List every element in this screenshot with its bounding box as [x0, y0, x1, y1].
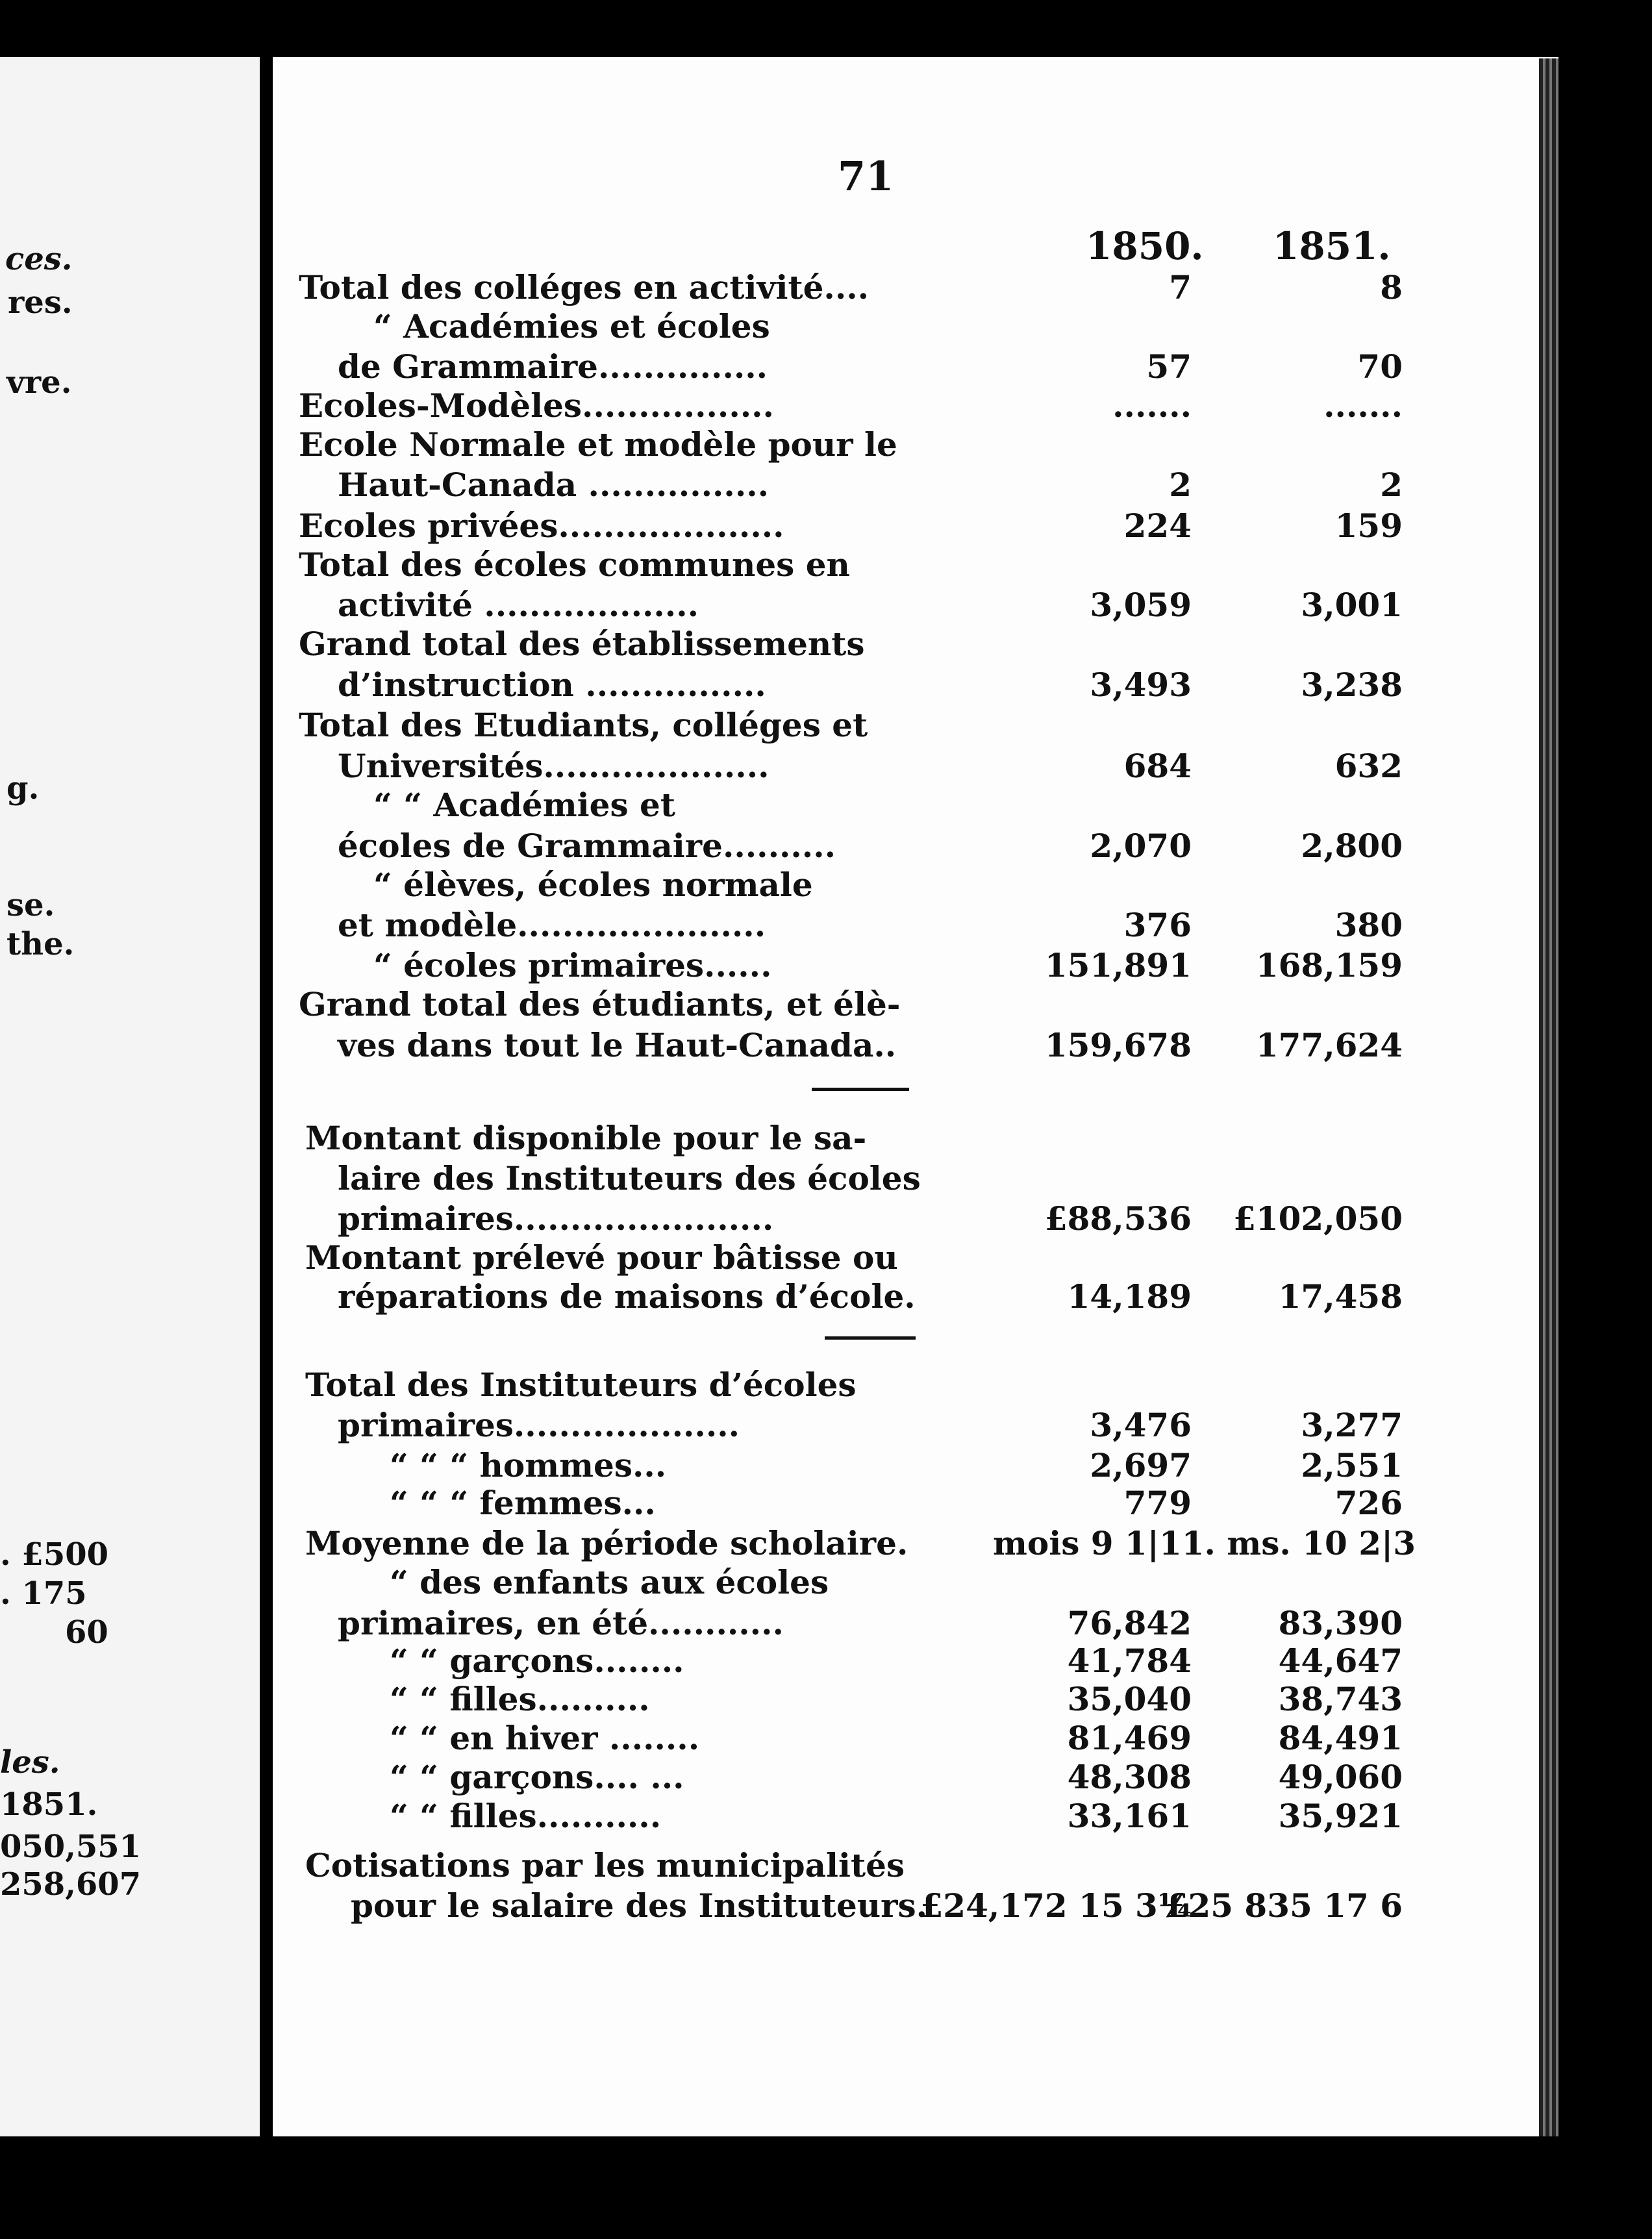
value-1851: 38,743	[1278, 1680, 1403, 1718]
section-divider	[812, 1088, 909, 1091]
row-label: Ecoles-Modèles.................	[299, 386, 774, 425]
row-label: “ “ Académies et	[373, 786, 675, 824]
value-1850: 2,070	[1090, 827, 1192, 865]
value-1850: £88,536	[1044, 1199, 1192, 1238]
value-1850: £24,172 15 3¼	[920, 1886, 1192, 1925]
row-label: Grand total des étudiants, et élè-	[299, 985, 901, 1023]
row-label: “ “ “ femmes...	[390, 1484, 656, 1522]
value-1851: 49,060	[1278, 1758, 1403, 1796]
value-1851: 2	[1380, 466, 1403, 504]
left-fragment: 60	[65, 1614, 108, 1651]
value-1850: 224	[1123, 507, 1192, 545]
value-1850: 2,697	[1090, 1446, 1192, 1484]
left-fragment: ces.	[5, 241, 73, 277]
row-label: primaires.......................	[338, 1199, 774, 1238]
value-1851: 3,001	[1301, 586, 1403, 624]
value-1851: 35,921	[1278, 1797, 1403, 1835]
value-1850: 7	[1169, 268, 1192, 306]
section-divider	[825, 1336, 916, 1340]
left-fragment: res.	[8, 284, 73, 321]
value-1850: 376	[1123, 906, 1192, 944]
year-header-1850: 1850.	[1086, 224, 1204, 268]
left-fragment: vre.	[6, 364, 72, 401]
value-1850: 3,059	[1090, 586, 1192, 624]
row-label: Moyenne de la période scholaire.	[305, 1524, 908, 1562]
row-label: primaires, en été............	[338, 1604, 784, 1642]
row-label: Ecole Normale et modèle pour le	[299, 425, 897, 464]
row-label: Total des Etudiants, colléges et	[299, 706, 868, 744]
value-1851: 177,624	[1255, 1026, 1403, 1064]
value-1850: 779	[1123, 1484, 1192, 1522]
value-1850: 41,784	[1067, 1642, 1192, 1680]
value-1850: 151,891	[1044, 946, 1192, 984]
value-1850: 48,308	[1067, 1758, 1192, 1796]
scan-border-top	[0, 0, 1652, 57]
value-1851: 83,390	[1278, 1604, 1403, 1642]
row-label: réparations de maisons d’école.	[338, 1277, 916, 1316]
value-1851: 726	[1334, 1484, 1403, 1522]
row-label: Cotisations par les municipalités	[305, 1846, 905, 1884]
left-fragment: . £500	[0, 1536, 109, 1573]
value-1850: 33,161	[1067, 1797, 1192, 1835]
row-label: Total des Instituteurs d’écoles	[305, 1366, 857, 1404]
row-label: primaires....................	[338, 1406, 740, 1444]
row-label: Grand total des établissements	[299, 625, 865, 663]
value-1851: 44,647	[1278, 1642, 1403, 1680]
left-fragment: 258,607	[0, 1866, 142, 1903]
year-header-1851: 1851.	[1273, 224, 1391, 268]
row-label: et modèle......................	[338, 906, 766, 944]
value-1851: 2,800	[1301, 827, 1403, 865]
scan-border-bottom	[0, 2136, 1652, 2239]
row-label: “ des enfants aux écoles	[390, 1563, 829, 1601]
value-1850: 81,469	[1067, 1719, 1192, 1757]
row-label: “ “ “ hommes...	[390, 1446, 667, 1484]
value-1850: 14,189	[1067, 1277, 1192, 1316]
left-page	[0, 0, 266, 2239]
row-label: écoles de Grammaire..........	[338, 827, 836, 865]
left-fragment: g.	[6, 770, 40, 807]
value-period: mois 9 1|11. ms. 10 2|3	[992, 1524, 1416, 1562]
value-1850: 35,040	[1067, 1680, 1192, 1718]
value-1850: 3,476	[1090, 1406, 1192, 1444]
value-1851: 70	[1357, 347, 1403, 386]
value-1850: 2	[1169, 466, 1192, 504]
row-label: de Grammaire...............	[338, 347, 768, 386]
book-gutter	[260, 45, 273, 2149]
value-1850: .......	[1112, 386, 1192, 425]
value-1851: £25 835 17 6	[1165, 1886, 1403, 1925]
row-label: Universités....................	[338, 747, 770, 785]
row-label: “ “ filles...........	[390, 1797, 662, 1835]
value-1851: 168,159	[1255, 946, 1403, 984]
row-label: “ “ en hiver ........	[390, 1719, 700, 1757]
row-label: “ élèves, écoles normale	[373, 866, 813, 904]
value-1851: 2,551	[1301, 1446, 1403, 1484]
row-label: Ecoles privées....................	[299, 507, 784, 545]
left-fragment: les.	[0, 1744, 60, 1781]
row-label: Total des écoles communes en	[299, 545, 850, 584]
value-1850: 76,842	[1067, 1604, 1192, 1642]
row-label: activité ...................	[338, 586, 699, 624]
row-label: pour le salaire des Instituteurs.	[351, 1886, 928, 1925]
value-1850: 159,678	[1044, 1026, 1192, 1064]
value-1850: 3,493	[1090, 666, 1192, 704]
value-1851: 3,277	[1301, 1406, 1403, 1444]
value-1851: 17,458	[1278, 1277, 1403, 1316]
value-1851: 3,238	[1301, 666, 1403, 704]
row-label: laire des Instituteurs des écoles	[338, 1159, 921, 1197]
value-1851: .......	[1323, 386, 1403, 425]
row-label: “ “ garçons........	[390, 1642, 684, 1680]
value-1851: 380	[1334, 906, 1403, 944]
value-1850: 684	[1123, 747, 1192, 785]
left-fragment: . 175	[0, 1575, 87, 1612]
row-label: Montant disponible pour le sa-	[305, 1119, 867, 1157]
value-1851: £102,050	[1233, 1199, 1403, 1238]
value-1850: 57	[1146, 347, 1192, 386]
value-1851: 84,491	[1278, 1719, 1403, 1757]
row-label: Haut-Canada ................	[338, 466, 770, 504]
row-label: “ “ garçons.... ...	[390, 1758, 684, 1796]
left-fragment: 050,551	[0, 1829, 142, 1865]
value-1851: 8	[1380, 268, 1403, 306]
row-label: Total des colléges en activité....	[299, 268, 870, 306]
left-fragment: 1851.	[0, 1786, 98, 1823]
scan-border-right	[1558, 0, 1652, 2239]
left-fragment: the.	[6, 926, 75, 962]
page-number: 71	[838, 153, 894, 200]
row-label: “ écoles primaires......	[373, 946, 772, 984]
left-fragment: se.	[6, 887, 55, 923]
value-1851: 159	[1334, 507, 1403, 545]
row-label: “ Académies et écoles	[373, 307, 770, 345]
row-label: ves dans tout le Haut-Canada..	[338, 1026, 897, 1064]
value-1851: 632	[1334, 747, 1403, 785]
row-label: “ “ filles..........	[390, 1680, 650, 1718]
row-label: d’instruction ................	[338, 666, 766, 704]
row-label: Montant prélevé pour bâtisse ou	[305, 1238, 898, 1277]
